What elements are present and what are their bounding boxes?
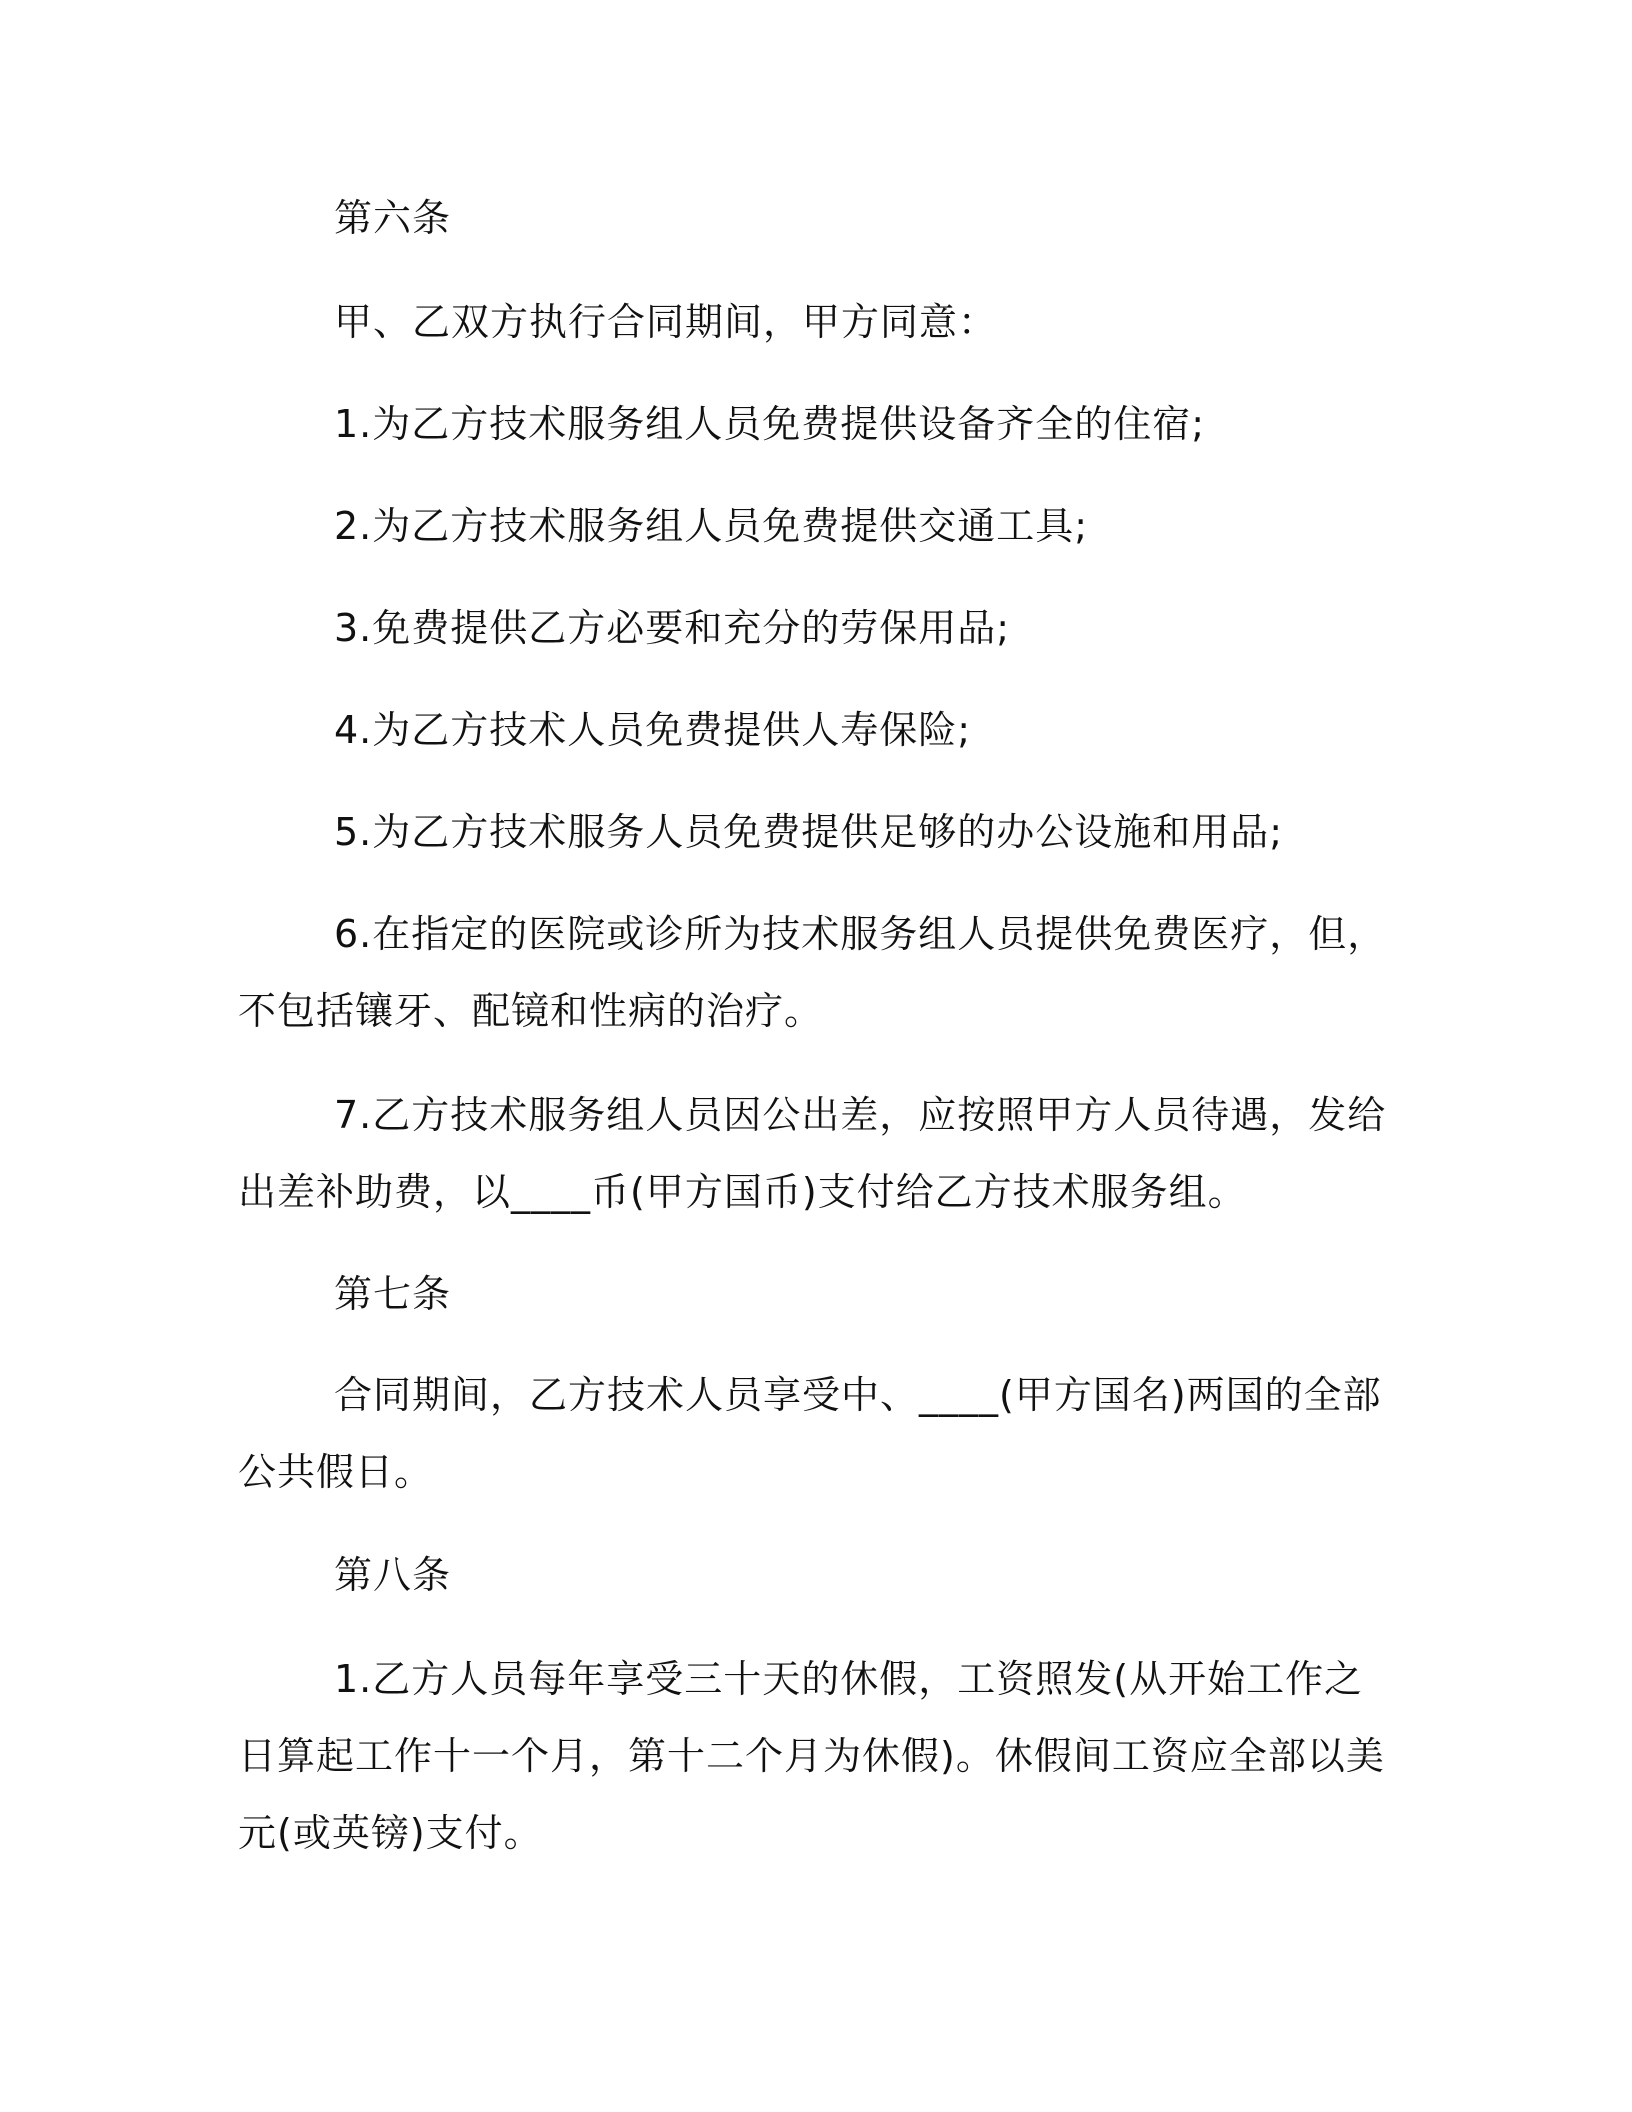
article-8-item-1: 1.乙方人员每年享受三十天的休假，工资照发(从开始工作之日算起工作十一个月，第十二个月为休假)。休假间工资应全部以美元(或英镑)支付。: [238, 1657, 1385, 1855]
article-6-item-6: 6.在指定的医院或诊所为技术服务组人员提供免费医疗，但，不包括镶牙、配镜和性病的治疗。: [238, 912, 1387, 1033]
article-6-item-4: 4.为乙方技术人员免费提供人寿保险;: [334, 708, 972, 752]
article-6-item-3: 3.免费提供乙方必要和充分的劳保用品;: [334, 606, 1011, 650]
article-6-item-2: 2.为乙方技术服务组人员免费提供交通工具;: [334, 504, 1089, 548]
article-6-item-7: 7.乙方技术服务组人员因公出差，应按照甲方人员待遇，发给出差补助费，以____币(甲方国币)支付给乙方技术服务组。: [238, 1093, 1387, 1214]
article-6-item-1: 1.为乙方技术服务组人员免费提供设备齐全的住宿;: [334, 402, 1206, 446]
article-6-item-5: 5.为乙方技术服务人员免费提供足够的办公设施和用品;: [334, 810, 1284, 854]
article-6-heading: 第六条: [334, 196, 452, 240]
article-8-heading: 第八条: [334, 1553, 452, 1597]
article-6-intro: 甲、乙双方执行合同期间，甲方同意：: [334, 300, 998, 344]
article-7-heading: 第七条: [334, 1272, 452, 1316]
article-7-body: 合同期间，乙方技术人员享受中、____(甲方国名)两国的全部公共假日。: [238, 1373, 1382, 1494]
